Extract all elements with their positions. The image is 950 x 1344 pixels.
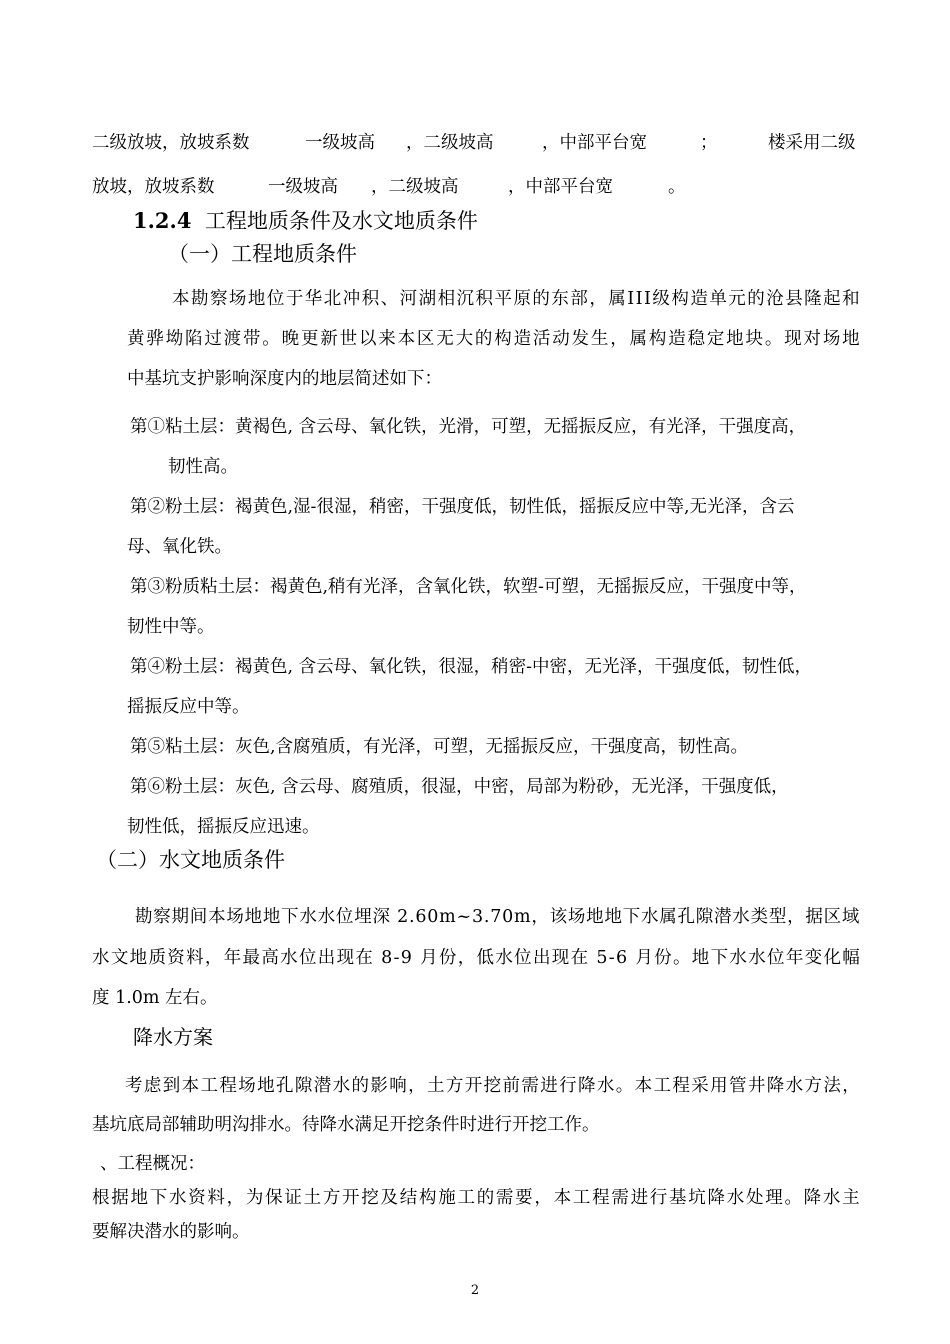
paragraph-line: 基坑底局部辅助明沟排水。待降水满足开挖条件时进行开挖工作。	[92, 1115, 600, 1135]
layer-line: 第①粘土层：黄褐色, 含云母、氧化铁，光滑，可塑，无摇振反应，有光泽，干强度高，	[130, 417, 807, 437]
paragraph-line: 度 1.0m 左右。	[92, 988, 218, 1008]
layer-line: 第⑤粘土层：灰色,含腐殖质，有光泽，可塑，无摇振反应，干强度高，韧性高。	[130, 737, 749, 757]
subsection-heading: （二）水文地质条件	[96, 848, 285, 872]
paragraph-line: 水 文 地 质 资 料 ， 年 最 高 水 位 出 现 在 8 - 9 月 份 ， 低 水 位 出 现 在 5 - 6 月 份 。 地 下 水 水 位 年 变 化 幅	[92, 948, 860, 968]
layer-line: 母、氧化铁。	[127, 537, 232, 557]
paragraph-line: 勘 察 期 间 本 场 地 地 下 水 水 位 埋 深 2 . 6 0 m ~ 3 . 7 0 m ， 该 场 地 地 下 水 属 孔 隙 潜 水 类 型 ， 据 区 域	[135, 907, 860, 927]
layer-line: 摇振反应中等。	[127, 697, 250, 717]
layer-line: 第②粉土层：褐黄色,湿-很湿，稍密，干强度低，韧性低，摇振反应中等,无光泽，含云	[130, 497, 795, 517]
paragraph-line: 考 虑 到 本 工 程 场 地 孔 隙 潜 水 的 影 响 ， 土 方 开 挖 前 需 进 行 降 水 。 本 工 程 采 用 管 井 降 水 方 法 ，	[125, 1076, 860, 1096]
paragraph-line: 黄 骅 坳 陷 过 渡 带 。 晚 更 新 世 以 来 本 区 无 大 的 构 造 活 动 发 生 ， 属 构 造 稳 定 地 块 。 现 对 场 地	[127, 329, 860, 349]
paragraph-line: 中基坑支护影响深度内的地层简述如下：	[127, 369, 442, 389]
section-heading: 1.2.4 工程地质条件及水文地质条件	[133, 208, 478, 233]
section-heading: 降水方案	[133, 1025, 213, 1049]
text-line: 放坡，放坡系数 一级坡高 ，二级坡高 ，中部平台宽 。	[92, 177, 686, 197]
layer-line: 韧性高。	[168, 457, 238, 477]
layer-line: 第⑥粉土层：灰色, 含云母、腐殖质，很湿，中密，局部为粉砂，无光泽，干强度低，	[130, 777, 789, 797]
layer-line: 第③粉质粘土层：褐黄色,稍有光泽，含氧化铁，软塑-可塑，无摇振反应，干强度中等，	[130, 577, 807, 597]
layer-line: 第④粉土层：褐黄色, 含云母、氧化铁，很湿，稍密-中密，无光泽，干强度低，韧性低，	[130, 657, 813, 677]
layer-line: 韧性中等。	[127, 617, 215, 637]
paragraph-line: 本 勘 察 场 地 位 于 华 北 冲 积 、 河 湖 相 沉 积 平 原 的 东 部 ， 属 I I I 级 构 造 单 元 的 沧 县 隆 起 和	[172, 289, 860, 309]
subsection-heading: （一）工程地质条件	[168, 242, 357, 266]
section-heading: 、工程概况：	[100, 1154, 205, 1174]
page-number: 2	[470, 1283, 480, 1298]
paragraph-line: 要解决潜水的影响。	[92, 1222, 250, 1242]
text-line: 二级放坡，放坡系数 一级坡高 ，二级坡高 ，中部平台宽 ； 楼采用二级	[92, 133, 856, 153]
paragraph-line: 根 据 地 下 水 资 料 ， 为 保 证 土 方 开 挖 及 结 构 施 工 的 需 要 ， 本 工 程 需 进 行 基 坑 降 水 处 理 。 降 水 主	[92, 1188, 860, 1208]
layer-line: 韧性低，摇振反应迅速。	[127, 817, 320, 837]
